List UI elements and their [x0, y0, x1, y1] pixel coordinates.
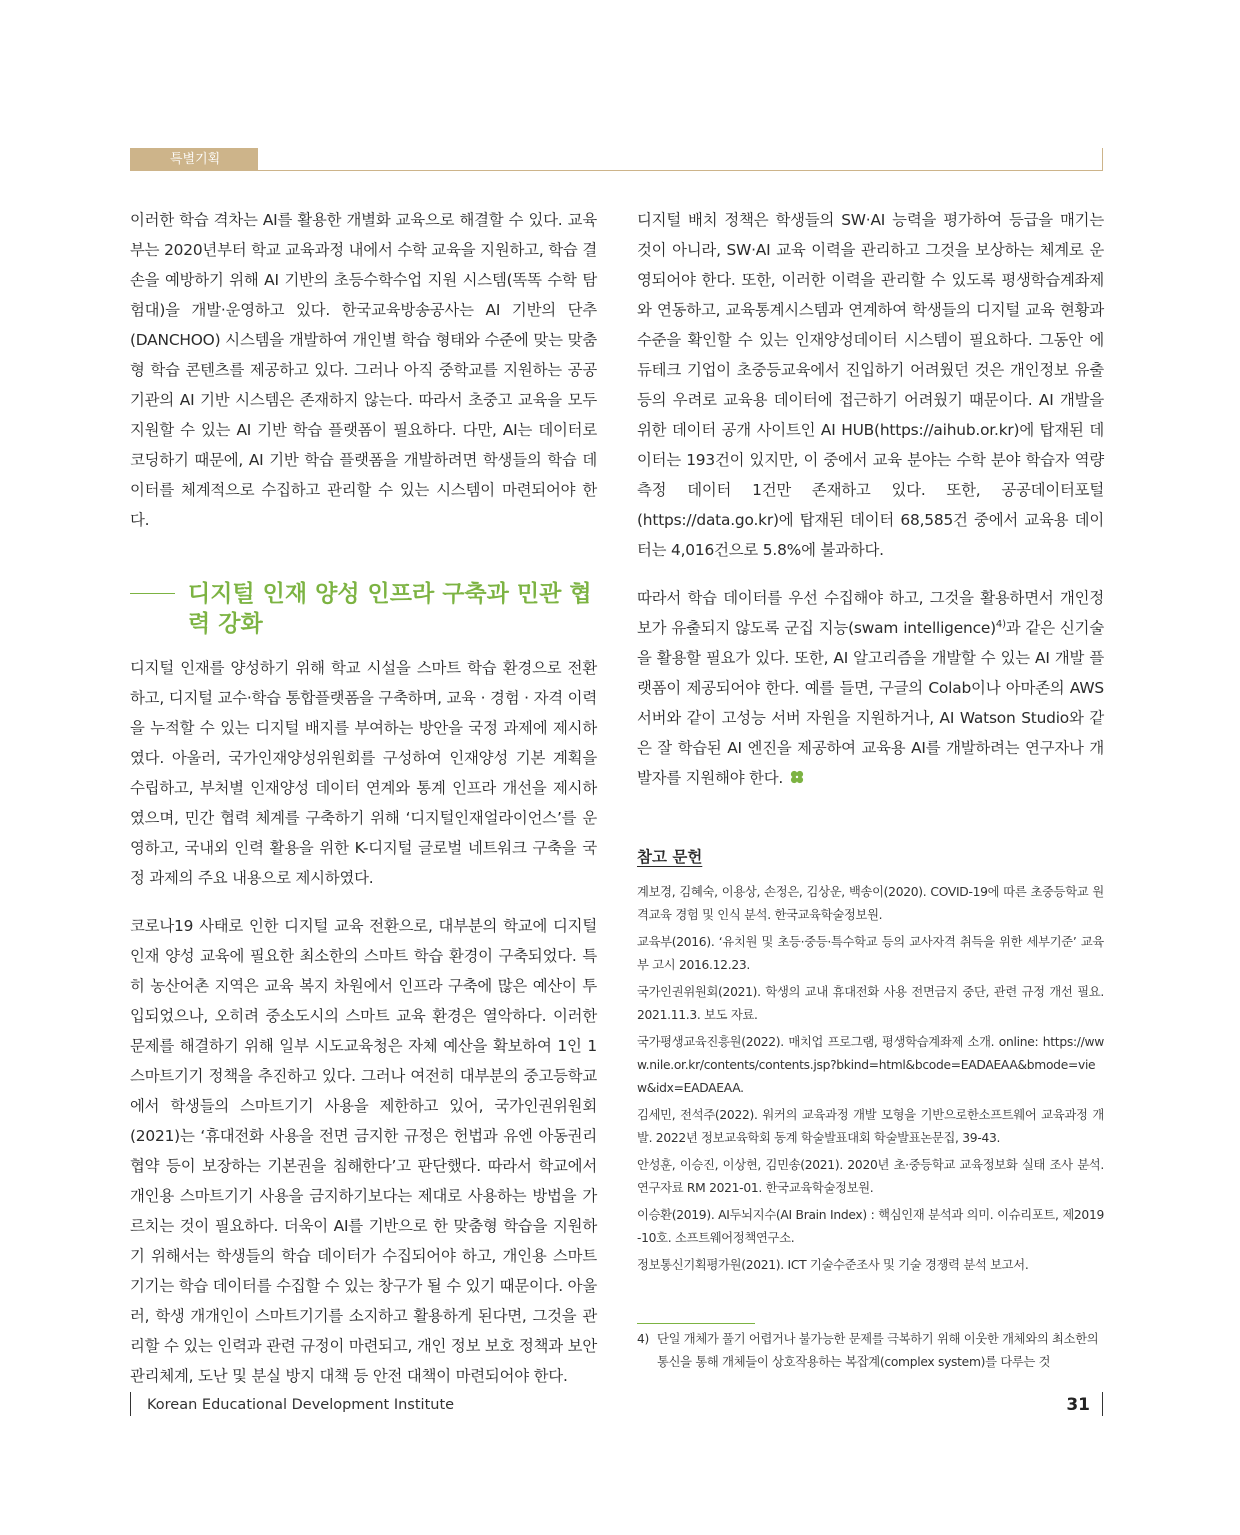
header-rule	[258, 170, 1103, 171]
references-list	[637, 881, 1104, 1277]
reference-item: 김세민, 전석주(2022). 워커의 교육과정 개발 모형을 기반으로한소프트웨어 교육과정 개발. 2022년 정보교육학회 동계 학술발표대회 학술발표논문집, 39-43.	[637, 1108, 1104, 1145]
body-paragraph: 이러한 학습 격차는 AI를 활용한 개별화 교육으로 해결할 수 있다. 교육부는 2020년부터 학교 교육과정 내에서 수학 교육을 지원하고, 학습 결손을 예방하기 위해 AI 기반의 초등수학수업 지원 시스템(똑똑 수학 탐험대)을 개발·운영하고 있다. 한국교육방송공사는 AI 기반의 단추(DANCHOO) 시스템을 개발하여 개인별 학습 형태와 수준에 맞는 맞춤형 학습 콘텐츠를 제공하고 있다. 그러나 아직 중학교를 지원하는 공공 기관의 AI 기반 시스템은 존재하지 않는다. 따라서 초중고 교육을 모두 지원할 수 있는 AI 기반 학습 플랫폼이 필요하다. 다만, AI는 데이터로 코딩하기 때문에, AI 기반 학습 플랫폼을 개발하려면 학생들의 학습 데이터를 체계적으로 수집하고 관리할 수 있는 시스템이 마련되어야 한다.	[130, 211, 597, 529]
reference-item: 이승환(2019). AI두뇌지수(AI Brain Index) : 핵심인재 분석과 의미. 이슈리포트, 제2019-10호. 소프트웨어정책연구소.	[637, 1208, 1104, 1245]
footnote	[637, 1328, 1103, 1374]
footnote-rule	[637, 1323, 755, 1324]
section-heading	[130, 579, 597, 639]
body-paragraph: 디지털 배치 정책은 학생들의 SW·AI 능력을 평가하여 등급을 매기는 것이 아니라, SW·AI 교육 이력을 관리하고 그것을 보상하는 체계로 운영되어야 한다. 또한, 이러한 이력을 관리할 수 있도록 평생학습계좌제와 연동하고, 교육통계시스템과 연계하여 학생들의 디지털 교육 현황과 수준을 확인할 수 있는 인재양성데이터 시스템이 필요하다. 그동안 에듀테크 기업이 초중등교육에서 진입하기 어려웠던 것은 개인정보 유출 등의 우려로 교육용 데이터에 접근하기 어려웠기 때문이다. AI 개발을 위한 데이터 공개 사이트인 AI HUB(https://aihub.or.kr)에 탑재된 데이터는 193건이 있지만, 이 중에서 교육 분야는 수학 분야 학습자 역량 측정 데이터 1건만 존재하고 있다. 또한, 공공데이터포털(https://data.go.kr)에 탑재된 데이터 68,585건 중에서 교육용 데이터는 4,016건으로 5.8%에 불과하다.	[637, 211, 1104, 559]
references-heading: 참고 문헌	[637, 848, 703, 866]
footnote-number: 4)	[637, 1332, 650, 1346]
reference-item: 국가인권위원회(2021). 학생의 교내 휴대전화 사용 전면금지 중단, 관련 규정 개선 필요. 2021.11.3. 보도 자료.	[637, 985, 1104, 1022]
header-rule-end	[1102, 148, 1103, 171]
clover-icon	[789, 769, 805, 785]
reference-item: 교육부(2016). ‘유치원 및 초등·중등·특수학교 등의 교사자격 취득을 위한 세부기준’ 교육부 고시 2016.12.23.	[637, 935, 1104, 972]
reference-item: 정보통신기획평가원(2021). ICT 기술수준조사 및 기술 경쟁력 분석 보고서.	[637, 1258, 1029, 1272]
page-number: 31	[1066, 1395, 1090, 1415]
heading-dash	[130, 593, 175, 594]
reference-item: 계보경, 김혜숙, 이용상, 손정은, 김상운, 백송이(2020). COVID-19에 따른 초중등학교 원격교육 경험 및 인식 분석. 한국교육학술정보원.	[637, 885, 1104, 922]
paragraph-text: 과 같은 신기술을 활용할 필요가 있다. 또한, AI 알고리즘을 개발할 수 있는 AI 개발 플랫폼이 제공되어야 한다. 예를 들면, 구글의 Colab이나 아마존의 AWS 서버와 같이 고성능 서버 자원을 지원하거나, AI Watson Studio와 같은 잘 학습된 AI 엔진을 제공하여 교육용 AI를 개발하려는 연구자나 개발자를 지원해야 한다.	[637, 619, 1104, 787]
footer-institute: Korean Educational Development Institute	[147, 1397, 455, 1413]
right-column	[637, 205, 1104, 1281]
section-heading-text: 디지털 인재 양성 인프라 구축과 민관 협력 강화	[188, 581, 592, 637]
body-paragraph: 코로나19 사태로 인한 디지털 교육 전환으로, 대부분의 학교에 디지털 인재 양성 교육에 필요한 최소한의 스마트 학습 환경이 구축되었다. 특히 농산어촌 지역은 교육 복지 차원에서 인프라 구축에 많은 예산이 투입되었으나, 오히려 중소도시의 스마트 교육 환경은 열악하다. 이러한 문제를 해결하기 위해 일부 시도교육청은 자체 예산을 확보하여 1인 1 스마트기기 정책을 추진하고 있다. 그러나 여전히 대부분의 중고등학교에서 학생들의 스마트기기 사용을 제한하고 있어, 국가인권위원회(2021)는 ‘휴대전화 사용을 전면 금지한 규정은 헌법과 유엔 아동권리협약 등이 보장하는 기본권을 침해한다’고 판단했다. 따라서 학교에서 개인용 스마트기기 사용을 금지하기보다는 제대로 사용하는 방법을 가르치는 것이 필요하다. 더욱이 AI를 기반으로 한 맞춤형 학습을 지원하기 위해서는 학생들의 학습 데이터가 수집되어야 하고, 개인용 스마트기기는 학습 데이터를 수집할 수 있는 창구가 될 수 있기 때문이다. 아울러, 학생 개개인이 스마트기기를 소지하고 활용하게 된다면, 그것을 관리할 수 있는 인력과 관련 규정이 마련되고, 개인 정보 보호 정책과 보안 관리체계, 도난 및 분실 방지 대책 등 안전 대책이 마련되어야 한다.	[130, 917, 597, 1385]
body-paragraph	[637, 583, 1104, 793]
section-tab: 특별기획	[130, 148, 258, 171]
footer-divider-right	[1102, 1392, 1103, 1416]
footnote-text: 단일 개체가 풀기 어렵거나 불가능한 문제를 극복하기 위해 이웃한 개체와의 최소한의 통신을 통해 개체들이 상호작용하는 복잡계(complex system)를 다루는 것	[657, 1332, 1099, 1369]
body-paragraph: 디지털 인재를 양성하기 위해 학교 시설을 스마트 학습 환경으로 전환하고, 디지털 교수·학습 통합플랫폼을 구축하며, 교육 · 경험 · 자격 이력을 누적할 수 있는 디지털 배지를 부여하는 방안을 국정 과제에 제시하였다. 아울러, 국가인재양성위원회를 구성하여 인재양성 기본 계획을 수립하고, 부처별 인재양성 데이터 연계와 통계 인프라 개선을 제시하였으며, 민간 협력 체계를 구축하기 위해 ‘디지털인재얼라이언스’를 운영하고, 국내외 인력 활용을 위한 K-디지털 글로벌 네트워크 구축을 국정 과제의 주요 내용으로 제시하였다.	[130, 659, 597, 887]
reference-item: 안성훈, 이승진, 이상현, 김민송(2021). 2020년 초·중등학교 교육정보화 실태 조사 분석. 연구자료 RM 2021-01. 한국교육학술정보원.	[637, 1158, 1104, 1195]
left-column	[130, 205, 597, 1391]
footer-divider-left	[130, 1392, 131, 1416]
paragraph-text: 따라서 학습 데이터를 우선 수집해야 하고, 그것을 활용하면서 개인정보가 유출되지 않도록 군집 지능(swam intelligence)	[637, 589, 1104, 637]
footnote-reference[interactable]: 4)	[995, 618, 1006, 630]
reference-item: 국가평생교육진흥원(2022). 매치업 프로그램, 평생학습계좌제 소개. online: https://www.nile.or.kr/contents/contents.jsp?bkind=html&bcode=EADAEAA&bmode=view&idx=EADAEAA.	[637, 1035, 1104, 1095]
